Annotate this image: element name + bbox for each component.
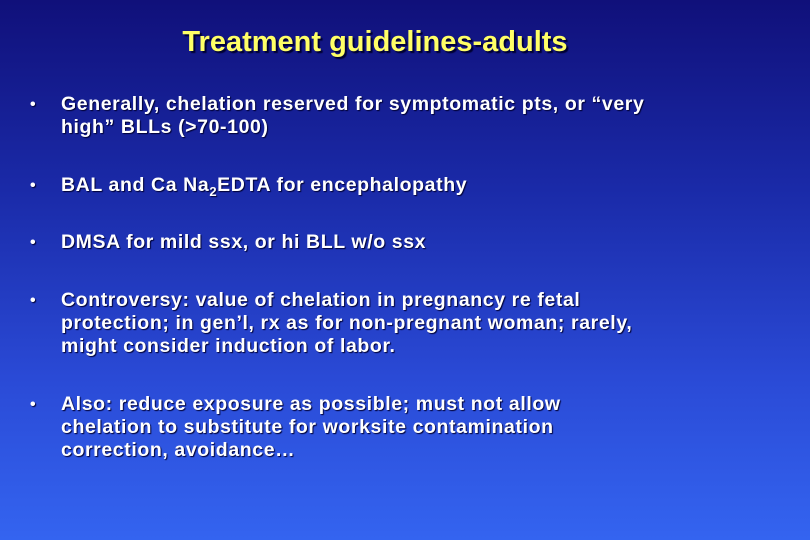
bullet-item [30,289,790,358]
bullet-marker: • [30,234,37,251]
bullet-item [30,393,790,462]
bullet-text-part: BAL and Ca Na [61,174,210,196]
bullet-text [61,174,790,197]
bullet-marker: • [30,292,37,309]
slide-title: Treatment guidelines-adults [182,26,568,58]
subscript: 2 [209,184,218,199]
bullet-text: Generally, chelation reserved for symptomatic pts, or “very high” BLLs (>70-100) [61,93,645,138]
bullet-item [30,174,790,197]
bullet-text: Also: reduce exposure as possible; must not allow chelation to substitute for worksite contamination correction, avoidance… [61,393,561,461]
bullet-item [30,93,790,139]
bullet-marker: • [30,96,37,113]
bullet-marker: • [30,177,37,194]
bullet-marker: • [30,396,37,413]
bullet-item [30,231,790,254]
bullet-text-part: EDTA for encephalopathy [217,174,468,196]
bullet-text: Controversy: value of chelation in pregnancy re fetal protection; in gen’l, rx as for non-pregnant woman; rarely, might consider induction of labor. [61,289,633,357]
bullet-text: DMSA for mild ssx, or hi BLL w/o ssx [61,231,427,253]
